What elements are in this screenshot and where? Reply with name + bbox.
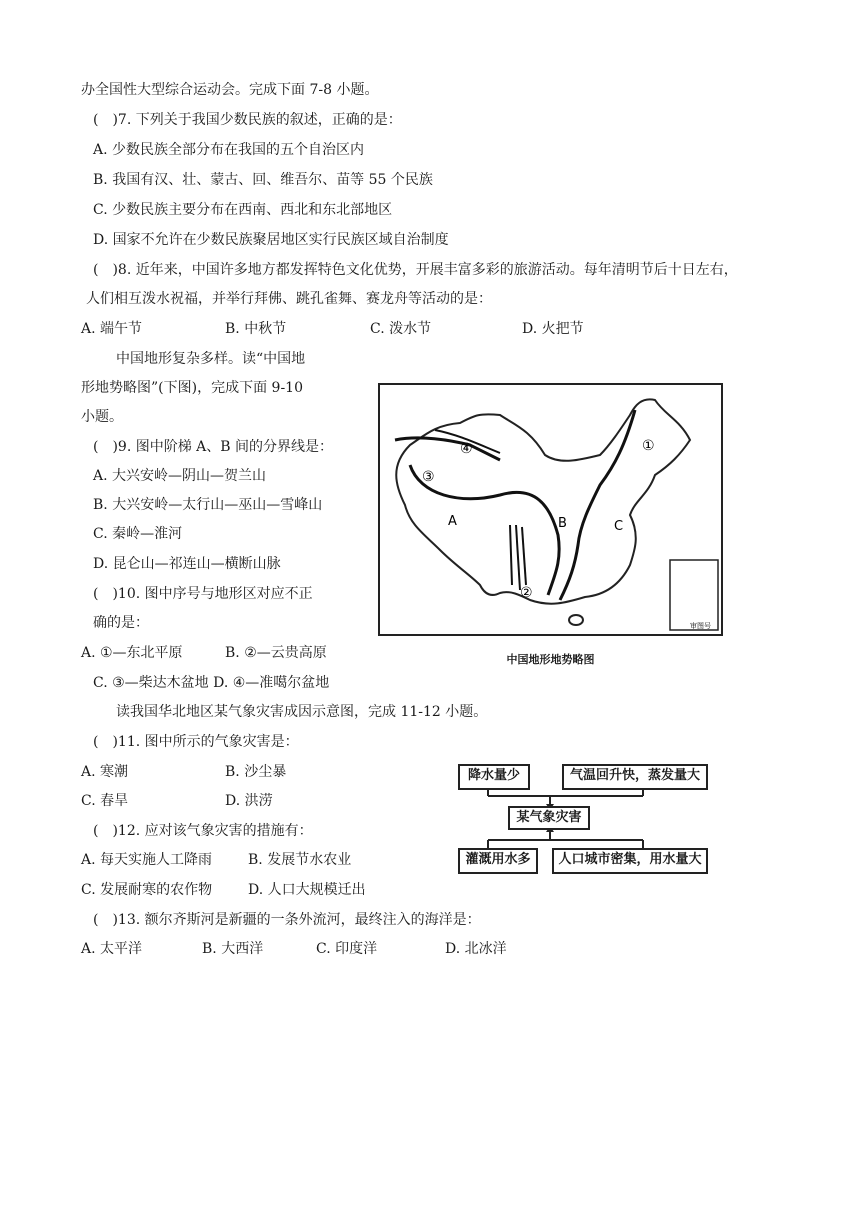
intro-line: 办全国性大型综合运动会。完成下面 7-8 小题。 — [81, 82, 379, 98]
q13-option-d: D. 北冰洋 — [445, 941, 507, 957]
q11-stem: ( )11. 图中所示的气象灾害是： — [93, 734, 299, 750]
q13-option-b: B. 大西洋 — [202, 941, 264, 957]
south-china-sea-inset — [670, 560, 718, 630]
hainan-island — [569, 615, 583, 625]
terrain-intro-line3: 小题。 — [81, 409, 123, 425]
diagram-box-urban-water: 人口城市密集，用水量大 — [552, 848, 708, 874]
q10-stem-line2: 确的是： — [93, 615, 149, 631]
q9-option-b: B. 大兴安岭—太行山—巫山—雪峰山 — [93, 497, 323, 513]
q12-stem: ( )12. 应对该气象灾害的措施有： — [93, 823, 313, 839]
q7-option-d: D. 国家不允许在少数民族聚居地区实行民族区域自治制度 — [93, 232, 449, 248]
q8-stem-line2: 人们相互泼水祝福，并举行拜佛、跳孔雀舞、赛龙舟等活动的是： — [86, 291, 492, 307]
disaster-cause-diagram — [458, 760, 708, 880]
diagram-box-fast-warming: 气温回升快，蒸发量大 — [562, 764, 708, 790]
q9-option-c: C. 秦岭—淮河 — [93, 526, 183, 542]
q10-option-c-d: C. ③—柴达木盆地 D. ④—准噶尔盆地 — [93, 675, 330, 691]
map-caption: 中国地形地势略图 — [506, 653, 595, 666]
diagram-box-disaster: 某气象灾害 — [508, 806, 590, 830]
q8-option-c: C. 泼水节 — [370, 321, 432, 337]
q8-stem-line1: ( )8. 近年来，中国许多地方都发挥特色文化优势，开展丰富多彩的旅游活动。每年清明节后十日左右， — [93, 262, 738, 278]
q12-option-b: B. 发展节水农业 — [248, 852, 352, 868]
china-terrain-map-drawing — [380, 385, 721, 634]
diagram-box-irrigation: 灌溉用水多 — [458, 848, 538, 874]
q12-option-a: A. 每天实施人工降雨 — [81, 852, 213, 868]
map-label-a: A — [448, 514, 457, 529]
q7-stem: ( )7. 下列关于我国少数民族的叙述，正确的是： — [93, 112, 402, 128]
q7-option-c: C. 少数民族主要分布在西南、西北和东北部地区 — [93, 202, 393, 218]
q9-stem: ( )9. 图中阶梯 A、B 间的分界线是： — [93, 439, 334, 455]
q10-option-a: A. ①—东北平原 — [81, 645, 183, 661]
terrain-intro-line2: 形地势略图”(下图)，完成下面 9-10 — [81, 380, 303, 396]
q12-option-d: D. 人口大规模迁出 — [248, 882, 366, 898]
china-terrain-map — [378, 383, 723, 636]
q11-option-c: C. 春旱 — [81, 793, 129, 809]
q7-option-b: B. 我国有汉、壮、蒙古、回、维吾尔、苗等 55 个民族 — [93, 172, 433, 188]
q10-stem-line1: ( )10. 图中序号与地形区对应不正 — [93, 586, 313, 602]
map-label-c: C — [614, 519, 624, 534]
ladder-boundary-2 — [560, 410, 635, 600]
map-watermark: 审图号 — [690, 622, 711, 630]
q13-option-c: C. 印度洋 — [316, 941, 378, 957]
q11-option-d: D. 洪涝 — [225, 793, 273, 809]
q11-option-a: A. 寒潮 — [81, 764, 129, 780]
map-label-4: ④ — [460, 441, 473, 457]
map-label-1: ① — [642, 438, 655, 454]
q9-option-d: D. 昆仑山—祁连山—横断山脉 — [93, 556, 281, 572]
map-label-3: ③ — [422, 469, 435, 485]
q8-option-b: B. 中秋节 — [225, 321, 287, 337]
q11-option-b: B. 沙尘暴 — [225, 764, 287, 780]
q12-option-c: C. 发展耐寒的农作物 — [81, 882, 213, 898]
q8-option-a: A. 端午节 — [81, 321, 143, 337]
terrain-intro-line1: 中国地形复杂多样。读“中国地 — [116, 351, 306, 367]
q10-option-b: B. ②—云贵高原 — [225, 645, 327, 661]
q9-option-a: A. 大兴安岭—阴山—贺兰山 — [93, 468, 267, 484]
diagram-box-low-precipitation: 降水量少 — [458, 764, 530, 790]
q13-option-a: A. 太平洋 — [81, 941, 143, 957]
map-label-2: ② — [520, 585, 533, 601]
q7-option-a: A. 少数民族全部分布在我国的五个自治区内 — [93, 142, 365, 158]
map-label-b: B — [558, 516, 567, 531]
disaster-intro: 读我国华北地区某气象灾害成因示意图，完成 11-12 小题。 — [116, 704, 488, 720]
q8-option-d: D. 火把节 — [522, 321, 584, 337]
q13-stem: ( )13. 额尔齐斯河是新疆的一条外流河，最终注入的海洋是： — [93, 912, 481, 928]
